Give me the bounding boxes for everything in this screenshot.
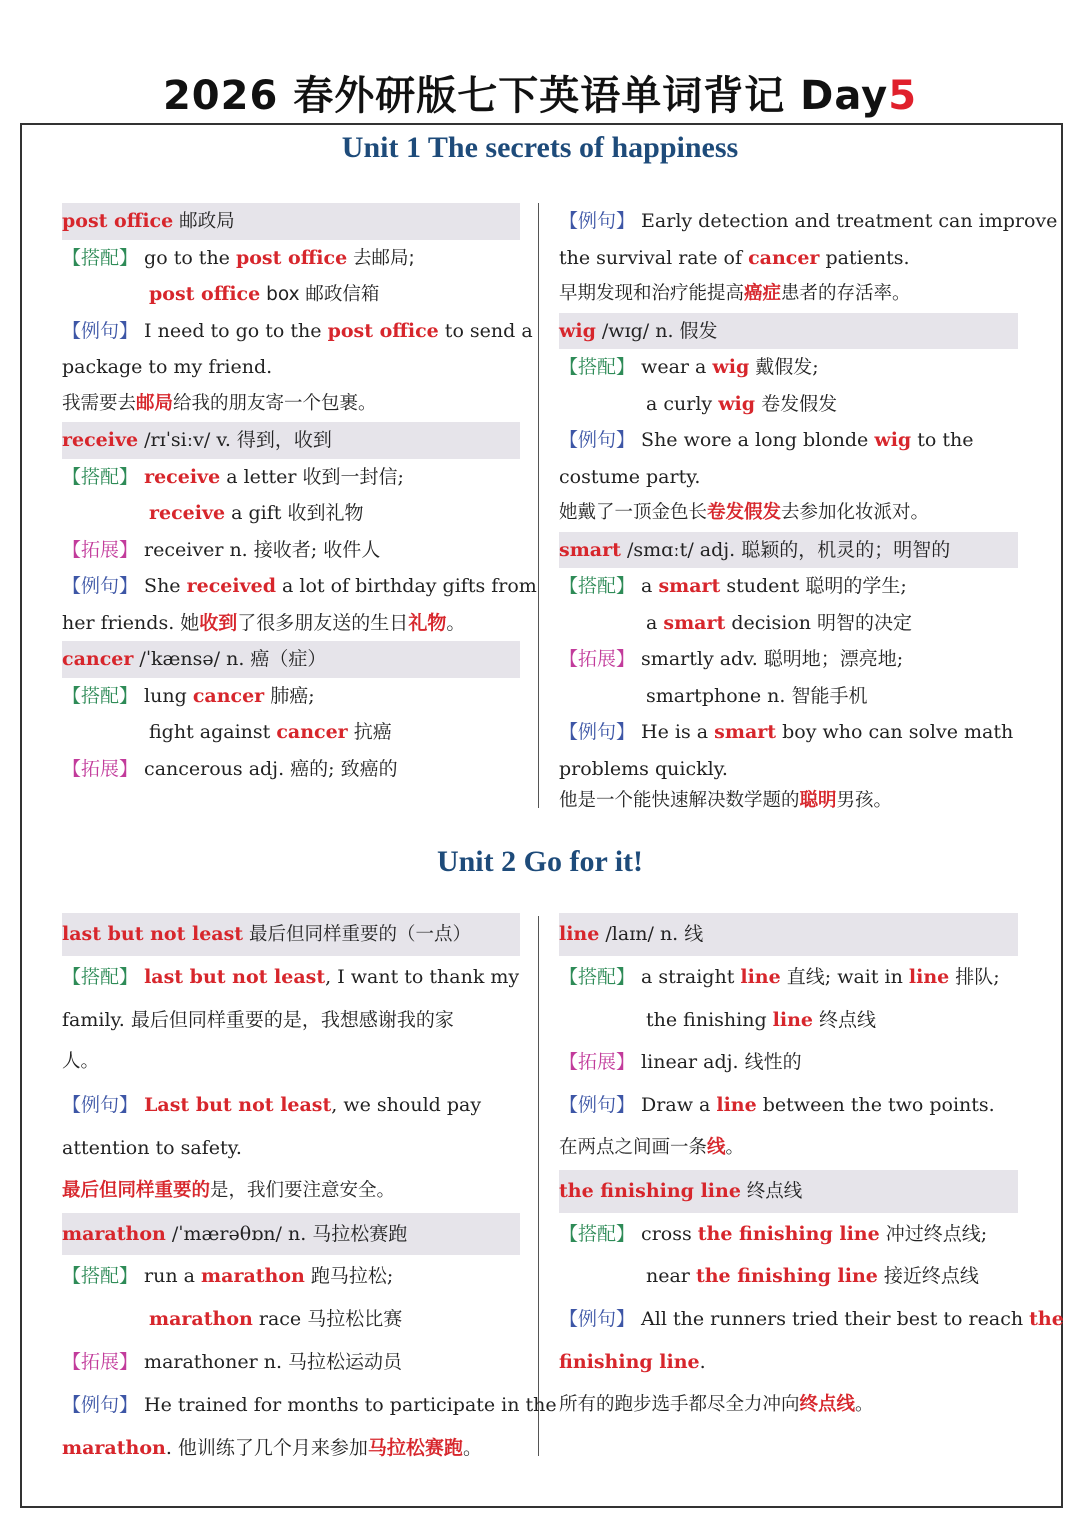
example-row: marathon. 他训练了几个月来参加马拉松赛跑。 (62, 1436, 482, 1459)
collocation-row: fight against cancer 抗癌 (149, 721, 392, 743)
collocation-row: 人。 (62, 1051, 100, 1073)
example-row: 【例句】 He trained for months to participate in the (62, 1393, 557, 1416)
unit2-left-column (62, 913, 557, 1469)
unit1-right-column (559, 203, 1058, 815)
example-row: 【例句】 Early detection and treatment can improve (559, 210, 1058, 232)
example-row: 【例句】 Last but not least, we should pay (62, 1094, 482, 1117)
example-row: 【例句】 All the runners tried their best to reach the (559, 1308, 1064, 1331)
entry-cancer: cancer /ˈkænsə/ n. 癌（症） (62, 641, 520, 678)
column-divider (538, 916, 539, 1456)
entry-smart: smart /smɑːt/ adj. 聪颖的，机灵的；明智的 (559, 532, 1018, 569)
translation-row: 她戴了一顶金色长卷发假发去参加化妆派对。 (559, 502, 930, 523)
collocation-row: 【搭配】 cross the finishing line 冲过终点线; (559, 1222, 988, 1245)
collocation-row: 【搭配】 last but not least, I want to thank my (62, 965, 520, 988)
extension-row: smartphone n. 智能手机 (646, 684, 868, 707)
translation-row: 所有的跑步选手都尽全力冲向终点线。 (559, 1393, 874, 1415)
entry-the-finishing-line: the finishing line 终点线 (559, 1170, 1018, 1213)
example-row: 【例句】 She wore a long blonde wig to the (559, 429, 974, 451)
collocation-row: 【搭配】 go to the post office 去邮局; (62, 246, 415, 269)
entry-line: line /laɪn/ n. 线 (559, 913, 1018, 956)
collocation-row: 【搭配】 lung cancer 肺癌; (62, 684, 315, 707)
collocation-row: the finishing line 终点线 (646, 1008, 877, 1031)
example-row: the survival rate of cancer patients. (559, 246, 910, 269)
collocation-row: 【搭配】 receive a letter 收到一封信; (62, 465, 404, 488)
translation-row: 他是一个能快速解决数学题的聪明男孩。 (559, 790, 893, 811)
extension-row: 【拓展】 cancerous adj. 癌的; 致癌的 (62, 757, 398, 780)
collocation-row: family. 最后但同样重要的是，我想感谢我的家 (62, 1008, 454, 1031)
collocation-row: marathon race 马拉松比赛 (149, 1308, 403, 1331)
example-row: package to my friend. (62, 356, 273, 378)
extension-row: 【拓展】 marathoner n. 马拉松运动员 (62, 1350, 403, 1373)
unit2-right-column (559, 913, 1064, 1427)
translation-row: 早期发现和治疗能提高癌症患者的存活率。 (559, 283, 911, 304)
example-row: her friends. 她收到了很多朋友送的生日礼物。 (62, 611, 466, 634)
example-row: costume party. (559, 465, 701, 488)
collocation-row: a curly wig 卷发假发 (646, 392, 838, 415)
collocation-row: 【搭配】 wear a wig 戴假发; (559, 356, 819, 378)
collocation-row: a smart decision 明智的决定 (646, 611, 912, 634)
page-title: 2026 春外研版七下英语单词背记 Day5 (162, 73, 918, 119)
entry-marathon: marathon /ˈmærəθɒn/ n. 马拉松赛跑 (62, 1213, 520, 1256)
entry-wig: wig /wɪg/ n. 假发 (559, 313, 1018, 350)
collocation-row: post office box 邮政信箱 (149, 283, 380, 305)
collocation-row: 【搭配】 a straight line 直线; wait in line 排队; (559, 965, 1000, 988)
translation-row: 在两点之间画一条线。 (559, 1136, 745, 1158)
collocation-row: receive a gift 收到礼物 (149, 502, 364, 524)
entry-receive: receive /rɪˈsiːv/ v. 得到，收到 (62, 422, 520, 459)
example-row: 【例句】 Draw a line between the two points. (559, 1094, 995, 1117)
example-row: 【例句】 She received a lot of birthday gifts from (62, 575, 537, 597)
example-row: finishing line. (559, 1350, 706, 1373)
example-row: 【例句】 I need to go to the post office to send a (62, 319, 533, 342)
extension-row: 【拓展】 linear adj. 线性的 (559, 1051, 802, 1074)
entry-last-but-not-least: last but not least 最后但同样重要的（一点） (62, 913, 520, 956)
unit1-heading: Unit 1 The secrets of happiness (341, 131, 739, 164)
example-row: attention to safety. (62, 1136, 242, 1159)
translation-row: 我需要去邮局给我的朋友寄一个包裹。 (62, 392, 377, 414)
collocation-row: 【搭配】 run a marathon 跑马拉松; (62, 1265, 394, 1288)
translation-row: 最后但同样重要的是，我们要注意安全。 (62, 1179, 396, 1201)
extension-row: 【拓展】 smartly adv. 聪明地；漂亮地; (559, 648, 904, 670)
example-row: problems quickly. (559, 757, 728, 780)
unit2-heading: Unit 2 Go for it! (436, 845, 644, 878)
collocation-row: near the finishing line 接近终点线 (646, 1265, 979, 1288)
entry-post-office: post office 邮政局 (62, 203, 520, 240)
example-row: 【例句】 He is a smart boy who can solve math (559, 721, 1014, 743)
extension-row: 【拓展】 receiver n. 接收者; 收件人 (62, 538, 381, 561)
collocation-row: 【搭配】 a smart student 聪明的学生; (559, 575, 907, 597)
column-divider (538, 203, 539, 808)
unit1-left-column (62, 203, 537, 787)
